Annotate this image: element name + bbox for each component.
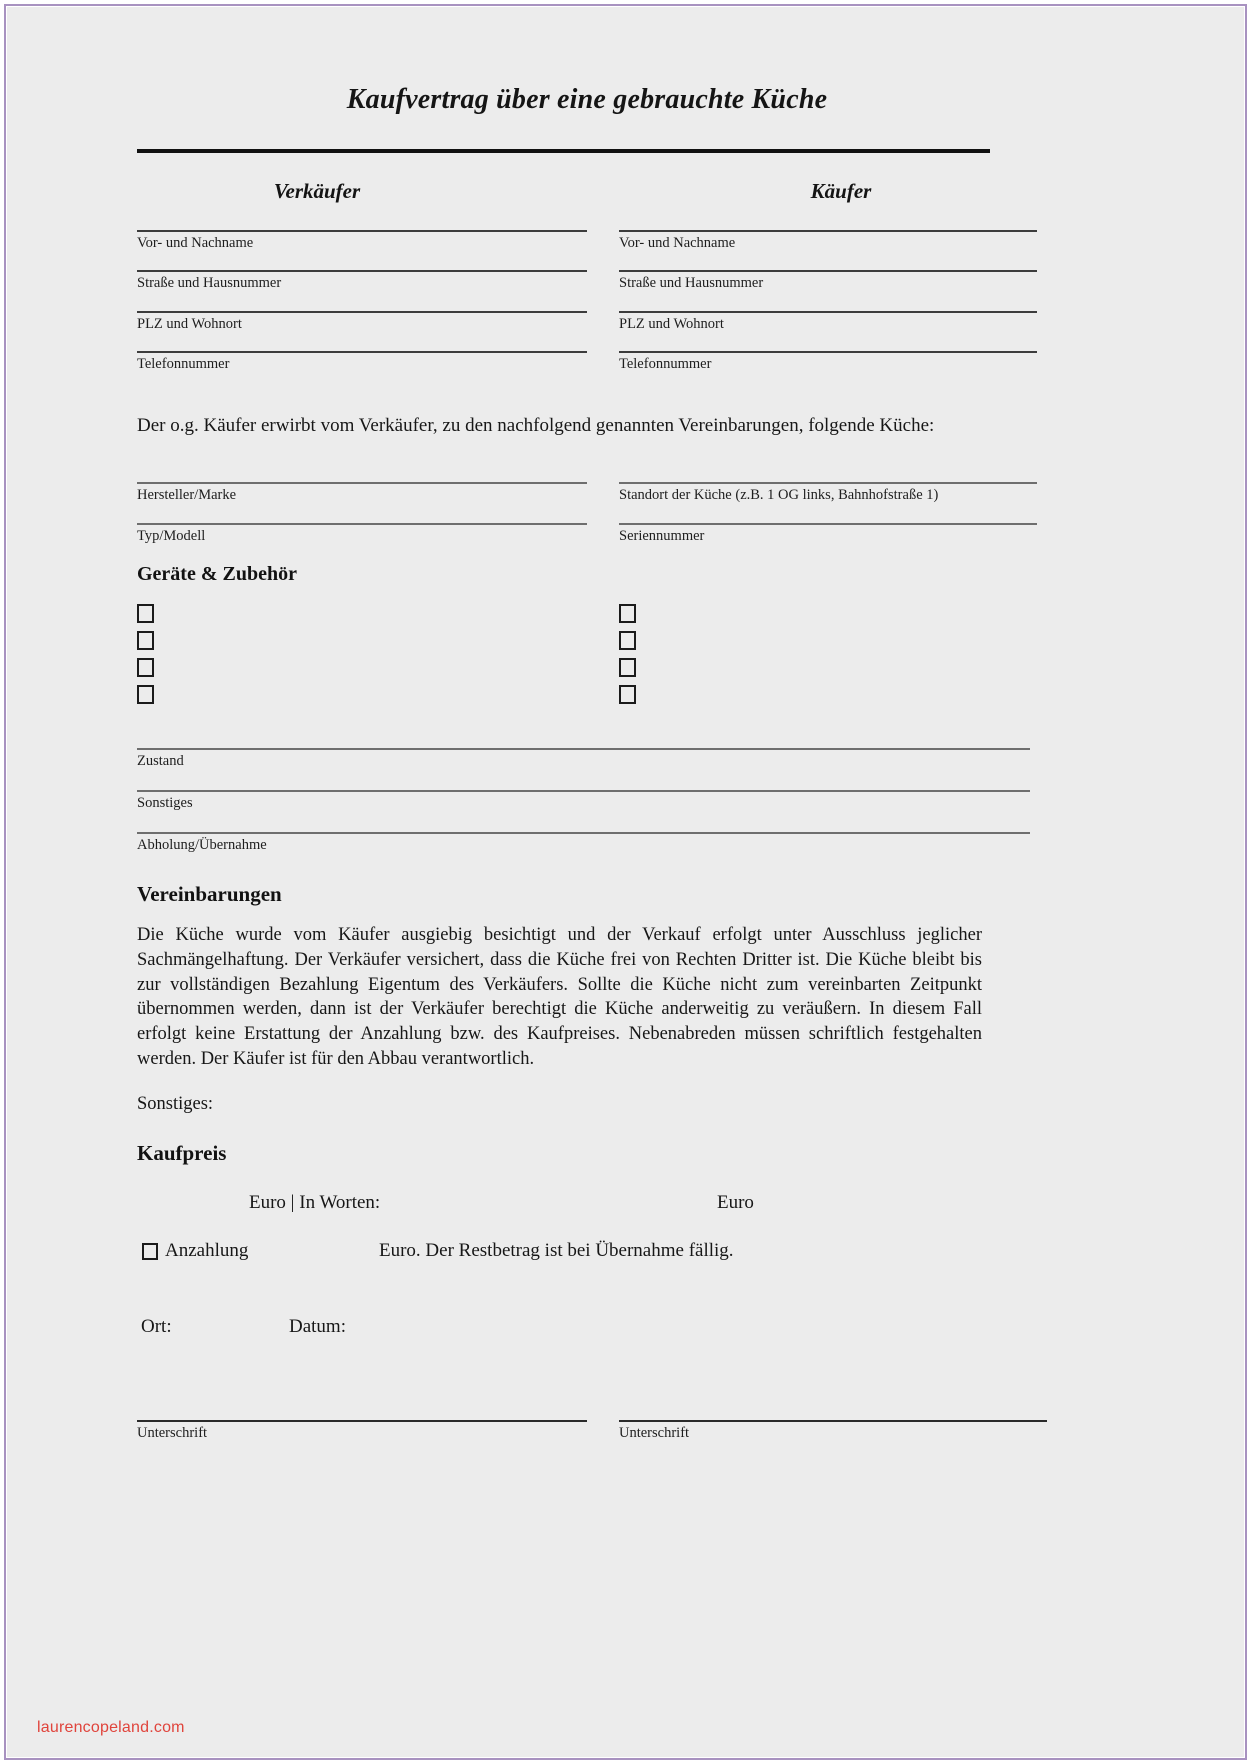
field-caption: Typ/Modell [137, 527, 206, 544]
field-caption: Telefonnummer [619, 355, 712, 372]
pickup-field[interactable] [137, 832, 1037, 854]
signature-caption: Unterschrift [137, 1425, 208, 1442]
buyer-column-header [587, 179, 1037, 204]
price-row [137, 1192, 1037, 1218]
field-caption: Zustand [137, 753, 184, 770]
appliance-checkbox-row[interactable] [619, 627, 1037, 654]
deposit-checkbox-icon[interactable] [142, 1243, 158, 1260]
serial-number-field[interactable] [619, 523, 1037, 545]
field-caption: Sonstiges [137, 795, 193, 812]
party-fields-grid [137, 230, 1037, 392]
buyer-street-field[interactable] [619, 270, 1037, 292]
deposit-remainder-text: Euro. Der Restbetrag ist bei Übernahme fällig. [379, 1240, 734, 1262]
misc-label: Sonstiges: [137, 1094, 214, 1115]
seller-city-field[interactable] [137, 311, 587, 333]
appliances-left-column [137, 600, 587, 708]
checkbox-icon[interactable] [137, 604, 154, 623]
kitchen-fields-grid [137, 482, 1037, 563]
intro-paragraph: Der o.g. Käufer erwirbt vom Verkäufer, zu den nachfolgend genannten Vereinbarungen, folgende Küche: [137, 415, 935, 437]
agreements-paragraph: Die Küche wurde vom Käufer ausgiebig besichtigt und der Verkauf erfolgt unter Ausschluss jeglicher Sachmängelhaftung. Der Verkäufer versichert, dass die Küche frei von Rechten Dritter ist. Die Küche bleibt bis zur vollständigen Bezahlung Eigentum des Verkäufers. Sollte die Küche nicht zum vereinbarten Zeitpunkt übernommen werden, dann ist der Verkäufer berechtigt die Küche anderweitig zu veräußern. In diesem Fall erfolgt keine Erstattung der Anzahlung bzw. des Kaufpreises. Nebenabreden müssen schriftlich festgehalten werden. Der Käufer ist für den Abbau verantwortlich. [137, 925, 982, 1069]
field-caption: Vor- und Nachname [619, 234, 736, 251]
title-divider [137, 149, 990, 153]
checkbox-icon[interactable] [619, 685, 636, 704]
checkbox-icon[interactable] [137, 631, 154, 650]
watermark: laurencopeland.com [37, 1719, 185, 1736]
checkbox-icon[interactable] [137, 658, 154, 677]
appliances-checkbox-grid [137, 600, 1037, 708]
signature-grid [137, 1420, 1037, 1442]
appliances-right-column [587, 600, 1037, 708]
manufacturer-field[interactable] [137, 482, 587, 504]
place-date-row [137, 1316, 1037, 1342]
euro-in-words-label: Euro | In Worten: [249, 1192, 381, 1214]
seller-fields [137, 230, 587, 392]
model-field[interactable] [137, 523, 587, 545]
field-caption: Standort der Küche (z.B. 1 OG links, Bahnhofstraße 1) [619, 487, 939, 504]
field-caption: Vor- und Nachname [137, 234, 254, 251]
date-label[interactable]: Datum: [289, 1316, 346, 1338]
appliance-checkbox-row[interactable] [619, 600, 1037, 627]
seller-street-field[interactable] [137, 270, 587, 292]
price-heading: Kaufpreis [137, 1141, 227, 1166]
seller-column-header [137, 179, 587, 204]
seller-name-field[interactable] [137, 230, 587, 252]
field-caption: Telefonnummer [137, 355, 230, 372]
location-field[interactable] [619, 482, 1037, 504]
page-title: Kaufvertrag über eine gebrauchte Küche [346, 84, 828, 115]
checkbox-icon[interactable] [619, 631, 636, 650]
checkbox-icon[interactable] [619, 658, 636, 677]
deposit-label: Anzahlung [165, 1240, 249, 1262]
agreements-heading: Vereinbarungen [137, 882, 282, 907]
condition-fields-group [137, 748, 1037, 854]
buyer-heading: Käufer [810, 178, 872, 203]
buyer-city-field[interactable] [619, 311, 1037, 333]
field-caption: PLZ und Wohnort [619, 315, 724, 332]
euro-label: Euro [717, 1192, 754, 1214]
field-caption: Straße und Hausnummer [619, 275, 764, 292]
appliance-checkbox-row[interactable] [137, 600, 587, 627]
paper-sheet [7, 7, 1244, 1757]
appliance-checkbox-row[interactable] [137, 654, 587, 681]
buyer-signature-field[interactable] [587, 1420, 1037, 1442]
party-heading-row [137, 179, 1037, 204]
appliances-heading: Geräte & Zubehör [137, 563, 297, 586]
signature-caption: Unterschrift [619, 1425, 690, 1442]
field-caption: Seriennummer [619, 527, 705, 544]
document-content [137, 7, 1037, 1442]
appliance-checkbox-row[interactable] [619, 654, 1037, 681]
checkbox-icon[interactable] [619, 604, 636, 623]
seller-heading: Verkäufer [273, 178, 361, 203]
field-caption: Hersteller/Marke [137, 487, 237, 504]
kitchen-right-fields [587, 482, 1037, 563]
field-caption: PLZ und Wohnort [137, 315, 242, 332]
kitchen-left-fields [137, 482, 587, 563]
misc-field[interactable] [137, 790, 1037, 812]
seller-phone-field[interactable] [137, 351, 587, 373]
place-label[interactable]: Ort: [141, 1316, 172, 1338]
appliance-checkbox-row[interactable] [137, 627, 587, 654]
checkbox-icon[interactable] [137, 685, 154, 704]
deposit-row [137, 1240, 1037, 1268]
appliance-checkbox-row[interactable] [619, 681, 1037, 708]
buyer-fields [587, 230, 1037, 392]
buyer-phone-field[interactable] [619, 351, 1037, 373]
buyer-name-field[interactable] [619, 230, 1037, 252]
appliance-checkbox-row[interactable] [137, 681, 587, 708]
condition-field[interactable] [137, 748, 1037, 770]
field-caption: Abholung/Übernahme [137, 837, 267, 854]
seller-signature-field[interactable] [137, 1420, 587, 1442]
field-caption: Straße und Hausnummer [137, 275, 282, 292]
